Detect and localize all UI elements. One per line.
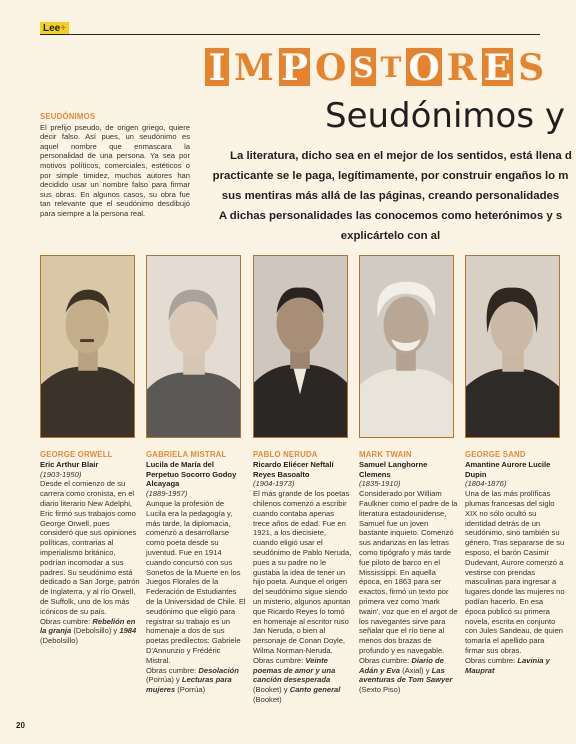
work-publisher: (Axial) y [399, 665, 432, 675]
life-dates: (1804-1876) [465, 479, 507, 489]
works-line [146, 666, 246, 695]
intro-line: A dichas personalidades las conocemos como heterónimos y s [218, 210, 563, 222]
title-letter: S [518, 47, 545, 89]
intro-line: sus mentiras más allá de las páginas, creando personalidades [221, 190, 560, 202]
title-letter: T [380, 51, 402, 84]
portrait-george-sand [465, 255, 560, 438]
works-line [359, 656, 459, 695]
portrait-gabriela-mistral [146, 255, 241, 438]
intro-line: explicártelo con al [340, 230, 441, 242]
author-column [359, 450, 459, 695]
life-dates: (1903-1950) [40, 469, 82, 479]
author-column [465, 450, 565, 675]
works-line [465, 656, 565, 676]
work-publisher: (Porrúa) y [146, 675, 182, 685]
works-line [40, 617, 140, 646]
header-rule [40, 34, 540, 35]
pen-name: MARK TWAIN [359, 450, 412, 459]
title-letter: R [446, 47, 477, 89]
intro-line: La literatura, dicho sea en el mejor de los sentidos, está llena d [230, 150, 572, 162]
intro-paragraph [205, 146, 576, 246]
title-letter: O [314, 47, 347, 89]
title-letter: I [205, 48, 229, 86]
portrait-image-icon [254, 256, 347, 437]
author-bio: Considerado por William Faulkner como el padre de la literatura estadounidense, Samuel fue un joven bastante inquieto. Comenzó sus andanzas en las letras como tipógrafo y más tarde fue piloto de barco en el Mississippi. En aquella época, en 1863 para ser exactos, firmó un texto por primera vez como 'mark twain', voz que en el argot de los navegantes sirve para señalar que el río tiene al menos dos brazas de profundo y es navegable. [359, 489, 458, 655]
portrait-image-icon [360, 256, 453, 437]
work-publisher: (Sexto Piso) [359, 685, 401, 695]
real-name: Ricardo Eliécer Neftalí Reyes Basoalto [253, 459, 334, 479]
author-column [146, 450, 246, 695]
magazine-brand [40, 22, 69, 34]
work-publisher: (Booket) y [253, 685, 290, 695]
life-dates: (1889-1957) [146, 489, 188, 499]
brand-mark-icon: + [60, 23, 67, 34]
work-title: Rebelión en la granja [40, 616, 136, 636]
real-name: Samuel Langhorne Clemens [359, 459, 428, 479]
author-bio: Desde el comienzo de su carrera como cronista, en el diario literario New Adelphi, Eric firmó sus trabajos como George Orwell, pues consideró que sus opiniones políticas, contrarias al imperialismo británico, podrían incomodar a sus padres. Su seudónimo está dedicado a San Jorge, patrón de Inglaterra, y al río Orwell, de Suffolk, uno de los más icónicos de su país. [40, 479, 140, 616]
portrait-mark-twain [359, 255, 454, 438]
portrait-image-icon [466, 256, 559, 437]
work-publisher: (Porrúa) [175, 685, 206, 695]
intro-line: practicante se le paga, legítimamente, por construir engaños lo m [212, 170, 569, 182]
portrait-george-orwell [40, 255, 135, 438]
author-column [253, 450, 353, 705]
title-letter: E [483, 47, 512, 89]
work-publisher: (Booket) [253, 694, 282, 704]
work-title: Lecturas para mujeres [146, 675, 232, 695]
portrait-image-icon [147, 256, 240, 437]
title-letter: S [351, 48, 375, 86]
works-label: Obras cumbre: [359, 655, 410, 665]
page-title [205, 48, 546, 88]
real-name: Amantine Aurore Lucile Dupin [465, 459, 551, 479]
work-title: Diario de Adán y Eva [359, 655, 444, 675]
author-bio: El más grande de los poetas chilenos comenzó a escribir cuando contaba apenas trece años de edad. Fue en 1921, a los diecisiete, cuando eligió usar el seudónimo de Pablo Neruda, pues a su padre no le gustaba la idea de tener un hijo poeta. Aunque el origen del seudónimo sigue siendo un misterio, algunos apuntan que Ricardo Reyes lo tomó en homenaje al escritor ruso Jan Neruda, o bien al personaje de Conan Doyle, Wilma Norman-Neruda. [253, 489, 352, 655]
work-title: Canto general [289, 685, 341, 695]
author-bio: Una de las más prolíficas plumas francesas del siglo XIX no sólo ocultó su identidad detrás de un seudónimo, sino también su género. Tras separarse de su esposo, el barón Casimir Dudevant, Aurore comenzó a vestirse con prendas masculinas para ingresar a lugares donde las mujeres no podían hacerlo. En esa época publicó su primera novela, escrita en conjunto con Jules Sandeau, de quien tomaría el apellido para firmar sus obras. [465, 489, 565, 655]
pen-name: GABRIELA MISTRAL [146, 450, 227, 459]
portrait-image-icon [41, 256, 134, 437]
pen-name: GEORGE ORWELL [40, 450, 113, 459]
work-publisher: (Debolsillo) y [71, 626, 120, 636]
title-letter: M [234, 47, 274, 89]
sidebar-heading: SEUDÓNIMOS [40, 112, 96, 121]
work-title: Veinte poemas de amor y una canción desesperada [253, 655, 336, 685]
brand-text: Lee [43, 23, 61, 34]
works-label: Obras cumbre: [253, 655, 304, 665]
life-dates: (1835-1910) [359, 479, 401, 489]
title-letter: P [280, 47, 308, 89]
work-title: 1984 [119, 626, 137, 636]
work-title: Las aventuras de Tom Sawyer [359, 665, 453, 685]
real-name: Eric Arthur Blair [40, 459, 99, 469]
sidebar-body: El prefijo pseudo, de origen griego, quiere decir falso. Así pues, un seudónimo es aquel nombre que enmascara la personalidad de una persona. Ya sea por motivos políticos, comerciales, estéticos o por simple timidez, muchos autores han decidido usar un nombre falso para firmar sus obras. En algunos casos, su obra fue tan relevante que el seudónimo desdibujó para siempre a la persona real. [40, 122, 190, 218]
pen-name: PABLO NERUDA [253, 450, 318, 459]
pen-name: GEORGE SAND [465, 450, 526, 459]
portrait-pablo-neruda [253, 255, 348, 438]
real-name: Lucila de María del Perpetuo Socorro Godoy Alcayaga [146, 459, 237, 489]
work-title: Desolación [198, 665, 239, 675]
works-label: Obras cumbre: [465, 655, 516, 665]
author-bio: Aunque la profesión de Lucila era la pedagogía y, más tarde, la diplomacia, comenzó a desarrollarse como poeta desde su juventud. Fue en 1914 cuando concursó con sus Sonetos de la Muerte en los Juegos Florales de la Federación de Estudiantes de la Universidad de Chile. El seudónimo que eligió para registrar su trabajo es un homenaje a dos de sus poetas predilectos: Gabriele D'Annunzio y Frédéric Mistral. [146, 498, 246, 665]
page-number: 20 [16, 721, 25, 730]
title-letter: O [408, 47, 440, 89]
life-dates: (1904-1973) [253, 479, 295, 489]
author-column [40, 450, 140, 646]
work-title: Lavinia y Mauprat [465, 655, 550, 675]
sidebar-definition [40, 112, 190, 219]
works-label: Obras cumbre: [146, 665, 197, 675]
page-subtitle: Seudónimos y [325, 96, 565, 136]
works-line [253, 656, 353, 705]
work-publisher: (Debolsillo) [40, 636, 78, 646]
works-label: Obras cumbre: [40, 616, 91, 626]
